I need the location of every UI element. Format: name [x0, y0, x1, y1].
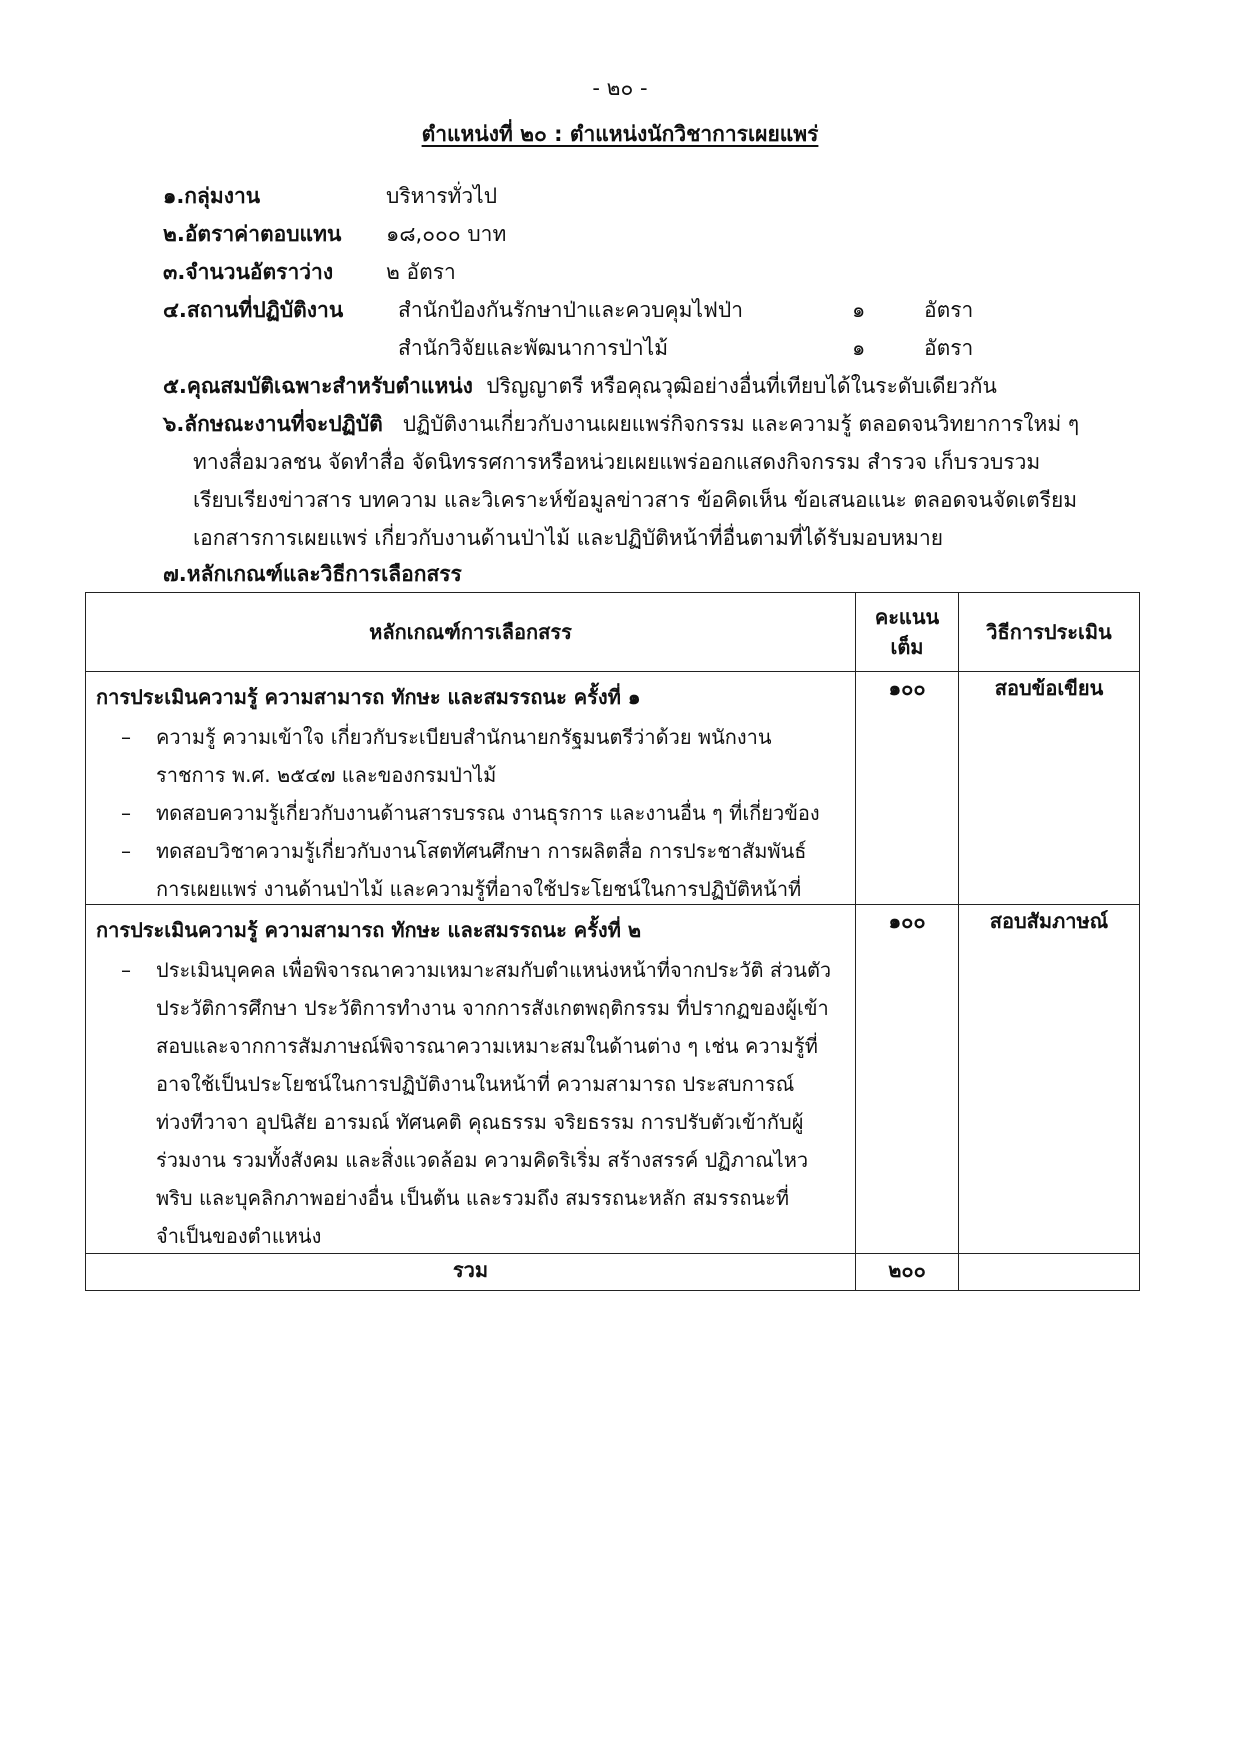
qualification-line [163, 370, 997, 403]
method-cell: สอบสัมภาษณ์ [959, 905, 1140, 1254]
duty-text: เอกสารการเผยแพร่ เกี่ยวกับงานด้านป่าไม้ และปฏิบัติหน้าที่อื่นตามที่ได้รับมอบหมาย [193, 526, 944, 550]
table-row [86, 905, 1140, 1254]
total-method-empty [959, 1254, 1140, 1291]
title-text: ตำแหน่งที่ ๒๐ : ตำแหน่งนักวิชาการเผยแพร่ [421, 122, 819, 146]
qualification-value: ปริญญาตรี หรือคุณวุฒิอย่างอื่นที่เทียบได้ในระดับเดียวกัน [486, 374, 997, 398]
list-item-text: ประเมินบุคคล เพื่อพิจารณาความเหมาะสมกับตำแหน่งหน้าที่จากประวัติ ส่วนตัว ประวัติการศึกษา ประวัติการทำงาน จากการสังเกตพฤติกรรม ที่ปรากฏของผู้เข้าสอบและจากการสัมภาษณ์พิจารณาความเหมาะสมในด้านต่าง ๆ เช่น ความรู้ที่อาจใช้เป็นประโยชน์ในการปฏิบัติงานในหน้าที่ ความสามารถ ประสบการณ์ ท่วงทีวาจา อุปนิสัย อารมณ์ ทัศนคติ คุณธรรม จริยธรรม การปรับตัวเข้ากับผู้ร่วมงาน รวมทั้งสังคม และสิ่งแวดล้อม ความคิดริเริ่ม สร้างสรรค์ ปฏิภาณไหวพริบ และบุคลิกภาพอย่างอื่น เป็นต้น และรวมถึง สมรรถนะหลัก สมรรถนะที่จำเป็นของตำแหน่ง [156, 958, 832, 1248]
total-row [86, 1254, 1140, 1291]
page-number: - ๒๐ - [592, 76, 648, 100]
list-item [96, 718, 845, 794]
duty-text: เรียบเรียงข่าวสาร บทความ และวิเคราะห์ข้อมูลข่าวสาร ข้อคิดเห็น ข้อเสนอแนะ ตลอดจนจัดเตรียม [193, 488, 1078, 512]
bullet-dash: – [121, 958, 131, 982]
criteria-label: ๗.หลักเกณฑ์และวิธีการเลือกสรร [163, 562, 462, 586]
header-score-line: คะแนน [874, 605, 940, 629]
total-label: รวม [86, 1254, 856, 1291]
location-name: สำนักวิจัยและพัฒนาการป่าไม้ [398, 336, 669, 360]
list-item [96, 794, 845, 832]
criteria-cell [86, 905, 856, 1254]
list-item-text: ความรู้ ความเข้าใจ เกี่ยวกับระเบียบสำนักนายกรัฐมนตรีว่าด้วย พนักงานราชการ พ.ศ. ๒๕๔๗ และของกรมป่าไม้ [156, 725, 772, 787]
location-count: ๑ [852, 336, 866, 360]
list-item-text: ทดสอบความรู้เกี่ยวกับงานด้านสารบรรณ งานธุรการ และงานอื่น ๆ ที่เกี่ยวข้อง [156, 801, 820, 825]
qualification-label: ๕.คุณสมบัติเฉพาะสำหรับตำแหน่ง [163, 374, 473, 398]
page-title [0, 118, 1240, 151]
total-score: ๒๐๐ [856, 1254, 959, 1291]
vacancy-value: ๒ อัตรา [386, 260, 456, 284]
method-cell: สอบข้อเขียน [959, 672, 1140, 905]
location-unit: อัตรา [924, 298, 974, 322]
duty-label: ๖.ลักษณะงานที่จะปฏิบัติ [163, 412, 383, 436]
duty-text: ปฏิบัติงานเกี่ยวกับงานเผยแพร่กิจกรรม และความรู้ ตลอดจนวิทยาการใหม่ ๆ [402, 412, 1080, 436]
duty-text: ทางสื่อมวลชน จัดทำสื่อ จัดนิทรรศการหรือหน่วยเผยแพร่ออกแสดงกิจกรรม สำรวจ เก็บรวบรวม [193, 450, 1041, 474]
location-label: ๔.สถานที่ปฏิบัติงาน [163, 298, 344, 322]
pay-label: ๒.อัตราค่าตอบแทน [163, 222, 342, 246]
header-method: วิธีการประเมิน [959, 593, 1140, 672]
location-unit: อัตรา [924, 336, 974, 360]
group-value: บริหารทั่วไป [386, 184, 498, 208]
bullet-dash: – [121, 801, 131, 825]
duty-line-1 [163, 408, 1079, 441]
header-score-line: เต็ม [890, 635, 924, 659]
list-item [96, 832, 845, 908]
header-criteria: หลักเกณฑ์การเลือกสรร [86, 593, 856, 672]
location-name: สำนักป้องกันรักษาป่าและควบคุมไฟป่า [398, 298, 743, 322]
pay-value: ๑๘,๐๐๐ บาท [386, 222, 507, 246]
section-heading: การประเมินความรู้ ความสามารถ ทักษะ และสมรรถนะ ครั้งที่ ๑ [96, 685, 641, 709]
criteria-cell [86, 672, 856, 905]
list-item-text: ทดสอบวิชาความรู้เกี่ยวกับงานโสตทัศนศึกษา การผลิตสื่อ การประชาสัมพันธ์ การเผยแพร่ งานด้านป่าไม้ และความรู้ที่อาจใช้ประโยชน์ในการปฏิบัติหน้าที่ [156, 839, 807, 901]
score-cell: ๑๐๐ [856, 905, 959, 1254]
criteria-table [85, 592, 1140, 1291]
vacancy-label: ๓.จำนวนอัตราว่าง [163, 260, 334, 284]
bullet-dash: – [121, 839, 131, 863]
group-label: ๑.กลุ่มงาน [163, 184, 261, 208]
section-heading: การประเมินความรู้ ความสามารถ ทักษะ และสมรรถนะ ครั้งที่ ๒ [96, 918, 642, 942]
score-cell: ๑๐๐ [856, 672, 959, 905]
header-score [856, 593, 959, 672]
list-item [96, 951, 845, 1255]
location-count: ๑ [852, 298, 866, 322]
bullet-dash: – [121, 725, 131, 749]
table-row [86, 672, 1140, 905]
table-header-row [86, 593, 1140, 672]
